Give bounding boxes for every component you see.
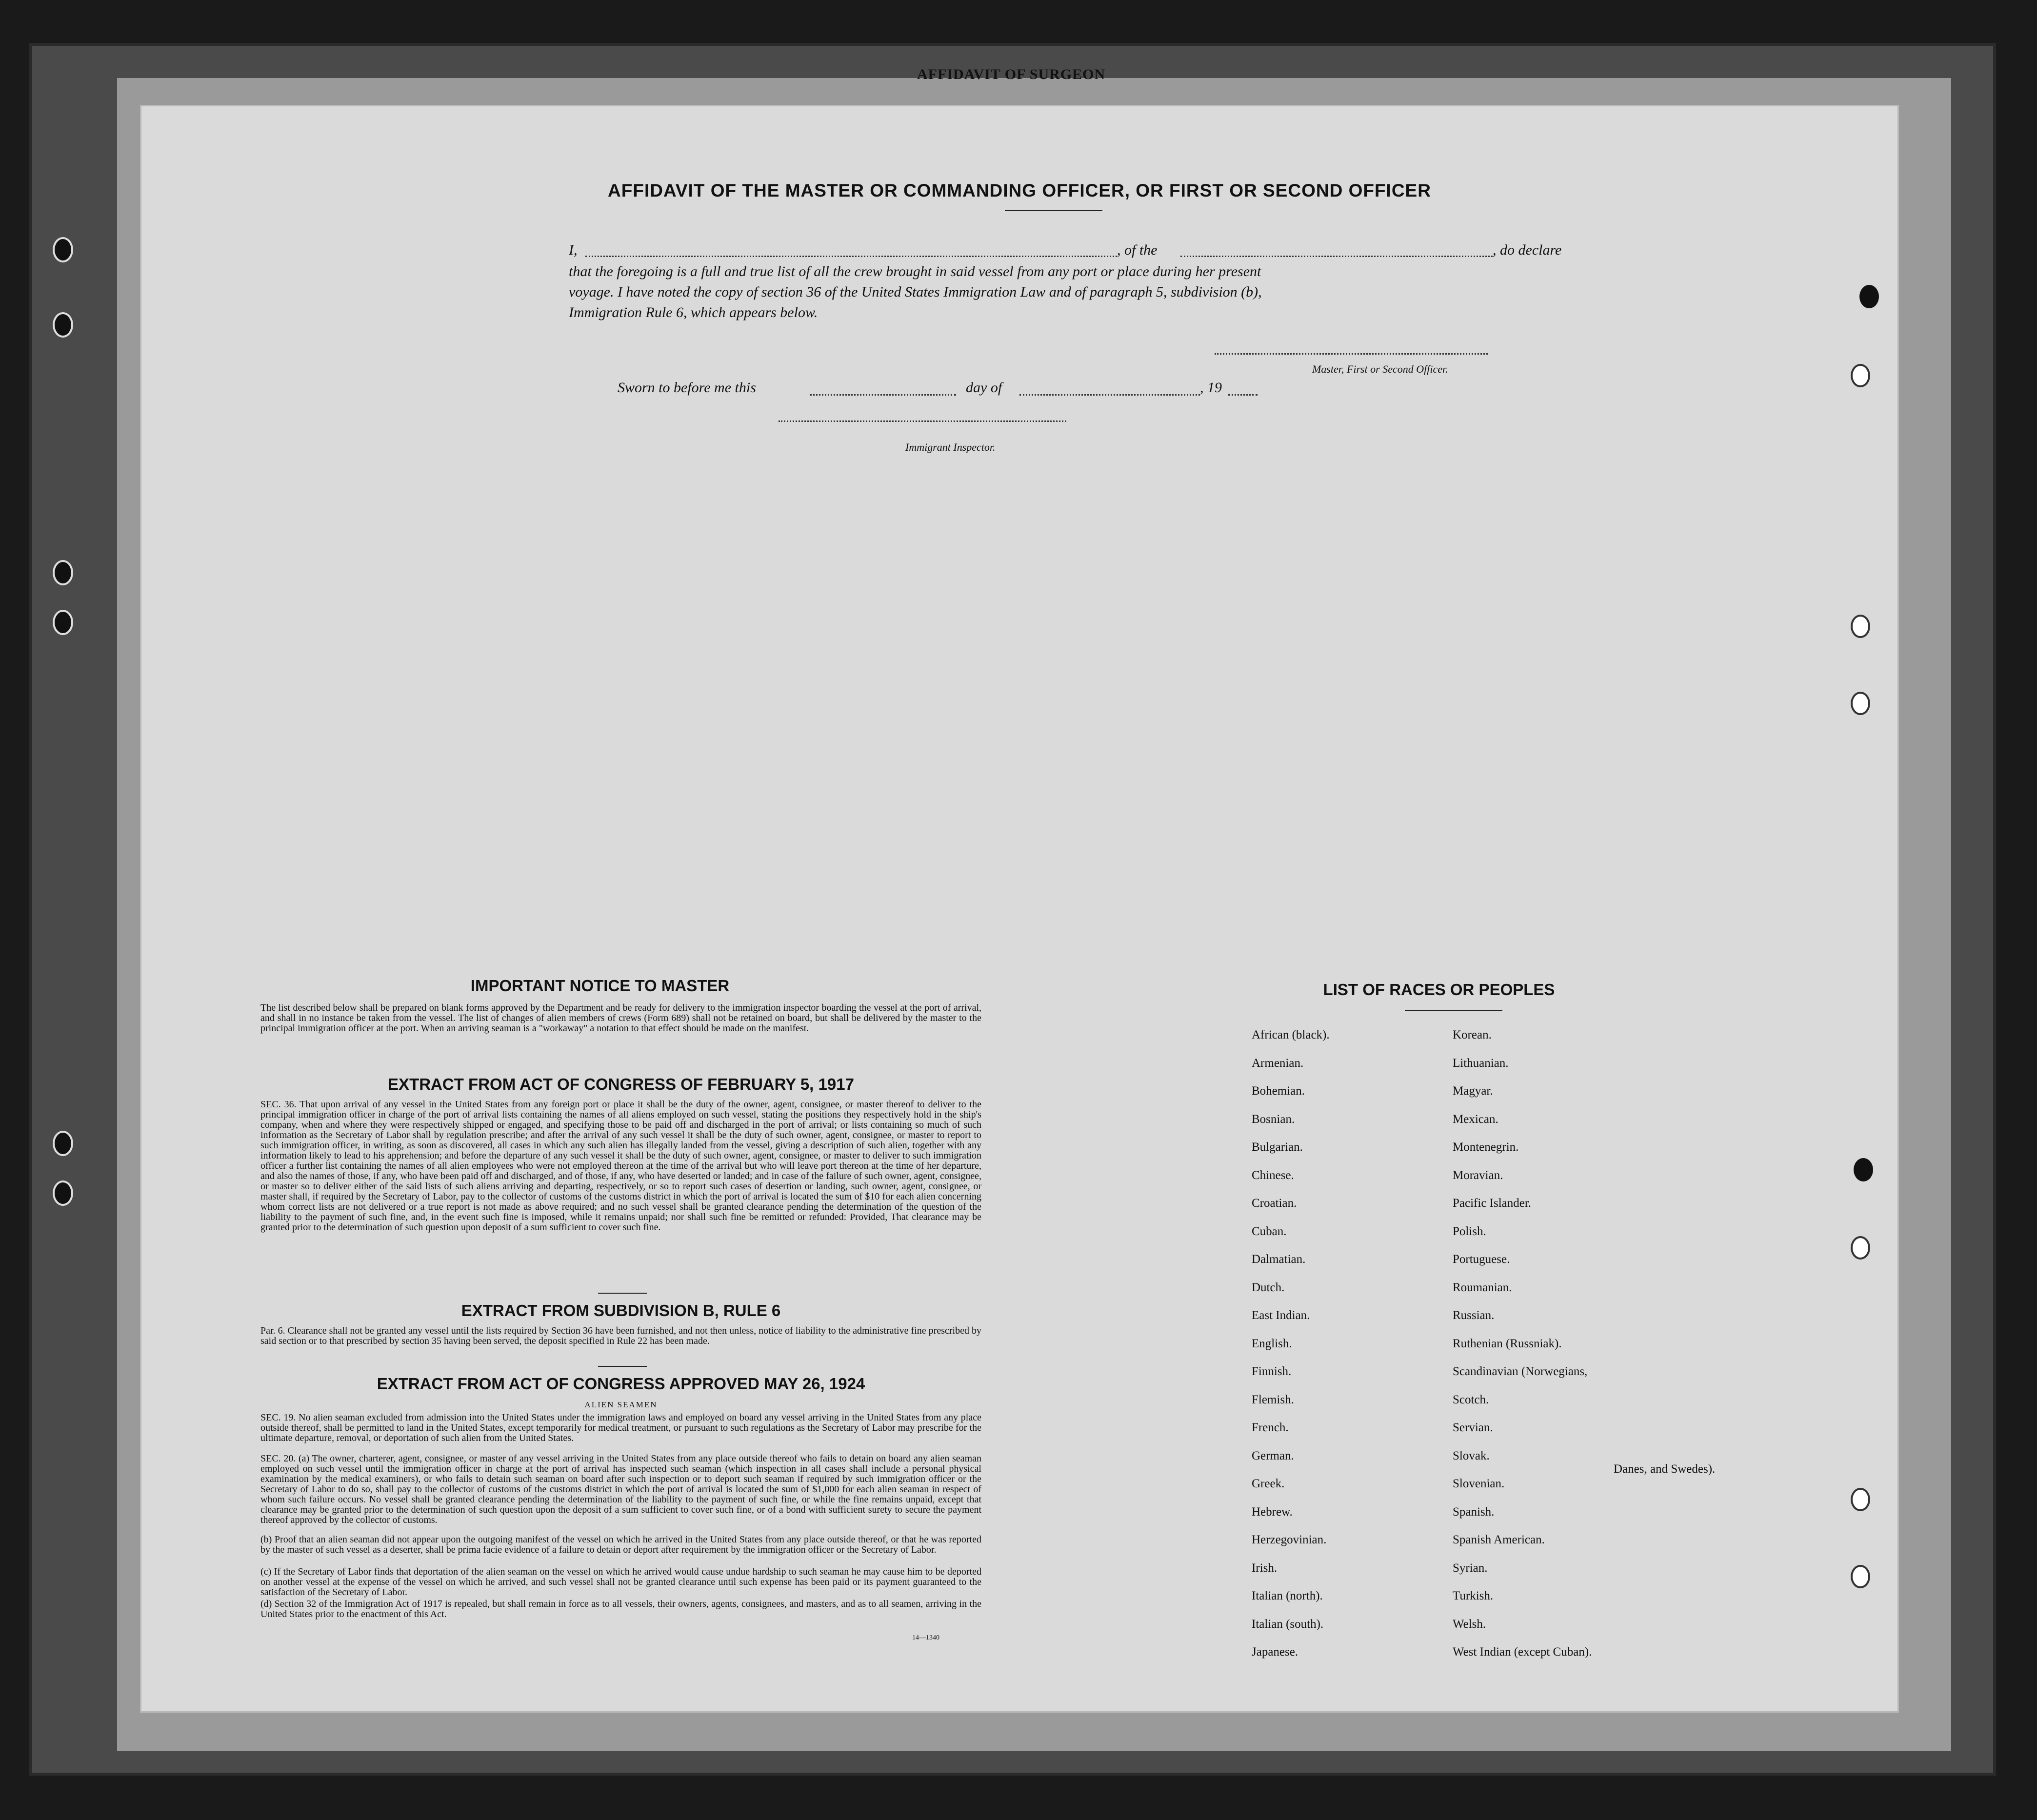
binder-hole bbox=[1851, 1488, 1870, 1511]
race-item: Danes, and Swedes). bbox=[1614, 1462, 1716, 1476]
master-signature-line[interactable] bbox=[1215, 350, 1488, 355]
binder-hole bbox=[53, 1131, 73, 1156]
notice-title: IMPORTANT NOTICE TO MASTER bbox=[470, 977, 730, 995]
back-sheet-title: AFFIDAVIT OF SURGEON bbox=[917, 66, 1106, 82]
decl-declare: , do declare bbox=[1493, 242, 1562, 258]
races-title: LIST OF RACES OR PEOPLES bbox=[1323, 980, 1555, 999]
sworn-day-blank[interactable] bbox=[810, 384, 956, 396]
act-1917-body: SEC. 36. That upon arrival of any vessel in the United States from any foreign port or place it shall be the duty of the owner, agent, consignee, or master thereof to deliver to the principal immigration officer in charge of the port of arrival lists containing the names of all aliens employed on such vessel, stating the positions they respectively hold in the ship's company, when and where they were respectively shipped or engaged, and specifying those to be paid off and discharged in the port of arrival; or lists containing so much of such information as the Secretary of Labor shall by regulation prescribe; and after the arrival of any such vessel it shall be the duty of such owner, agent, consignee, or master to report to such immigration officer, in writing, as soon as discovered, all cases in which any such alien has illegally landed from the vessel, giving a description of such alien, together with any information likely to lead to his apprehension; and before the departure of any such vessel it shall be the duty of such owner, agent, consignee, or master to deliver to such immigration officer a further list containing the names of all alien employees who were not employed thereon at the time of the arrival but who will leave port thereon at the time of her departure, and also the names of those, if any, who have been paid off and discharged, and of those, if any, who have deserted or landed; and in case of the failure of such owner, agent, consignee, or master so to deliver either of the said lists of such aliens arriving and departing, respectively, or so to report such cases of desertion or landing, such owner, agent, consignee, or master shall, if required by the Secretary of Labor, pay to the collector of customs of the customs district in which the port of arrival is located the sum of $10 for each alien concerning whom correct lists are not delivered or a true report is not made as above required; and no such vessel shall be granted clearance pending the determination of the question of the liability to the payment of such fine, and, in the event such fine is imposed, while it remains unpaid; nor shall such fine be remitted or refunded: Provided, That clearance may be granted prior to the determination of such question upon deposit of a sum sufficient to cover such fine. bbox=[260, 1099, 981, 1233]
day-of-label: day of bbox=[966, 380, 1002, 396]
vessel-blank[interactable] bbox=[1180, 245, 1493, 257]
race-item: Lithuanian. bbox=[1453, 1056, 1509, 1070]
binder-hole bbox=[53, 610, 73, 635]
race-item: Hebrew. bbox=[1252, 1505, 1293, 1519]
binder-hole bbox=[1851, 692, 1870, 715]
document-page bbox=[141, 106, 1897, 1711]
race-item: Cuban. bbox=[1252, 1224, 1287, 1238]
race-item: Dalmatian. bbox=[1252, 1253, 1306, 1266]
race-item: Irish. bbox=[1252, 1561, 1278, 1575]
notice-body: The list described below shall be prepared on blank forms approved by the Department and be ready for delivery to the immigration inspector boarding the vessel at the port of arrival, and shall in no instance be taken from the vessel. The list of changes of alien members of crews (Form 689) shall not be retained on board, but shall be delivered by the master to the principal immigration officer at the port. When an arriving seaman is a "workaway" a notation to that effect should be made on the manifest. bbox=[260, 1002, 981, 1034]
race-item: Finnish. bbox=[1252, 1365, 1292, 1378]
race-item: Dutch. bbox=[1252, 1280, 1285, 1294]
race-item: Italian (south). bbox=[1252, 1617, 1324, 1631]
race-item: Polish. bbox=[1453, 1224, 1486, 1238]
race-item: Russian. bbox=[1453, 1309, 1495, 1322]
race-item: Bohemian. bbox=[1252, 1084, 1305, 1098]
binder-hole bbox=[1851, 1236, 1870, 1260]
race-item: Armenian. bbox=[1252, 1056, 1304, 1070]
binder-hole bbox=[1854, 1158, 1873, 1181]
rule6-title: EXTRACT FROM SUBDIVISION B, RULE 6 bbox=[461, 1301, 781, 1320]
race-item: Syrian. bbox=[1453, 1561, 1488, 1575]
race-item: Chinese. bbox=[1252, 1168, 1294, 1182]
affidavit-title: AFFIDAVIT OF THE MASTER OR COMMANDING OFFICER, OR FIRST OR SECOND OFFICER bbox=[608, 180, 1431, 200]
race-item: Slovak. bbox=[1453, 1449, 1490, 1462]
race-item: African (black). bbox=[1252, 1028, 1330, 1041]
inspector-signature-line[interactable] bbox=[779, 417, 1066, 422]
decl-line-2: that the foregoing is a full and true list of all the crew brought in said vessel from any port or place during her present bbox=[569, 263, 1261, 280]
sworn-month-blank[interactable] bbox=[1019, 384, 1200, 396]
race-item: Mexican. bbox=[1453, 1112, 1498, 1126]
binder-hole bbox=[53, 312, 73, 338]
race-item: Japanese. bbox=[1252, 1645, 1298, 1659]
race-item: Roumanian. bbox=[1453, 1280, 1512, 1294]
race-item: Ruthenian (Russniak). bbox=[1453, 1337, 1562, 1350]
act-1924-sec20b: (b) Proof that an alien seaman did not appear upon the outgoing manifest of the vessel on which he arrived in the United States from any place outside thereof, or that he was reported by the master of such vessel as a deserter, shall be prima facie evidence of a failure to detain or deport after requirement by the immigration officer or the Secretary of Labor. bbox=[260, 1534, 981, 1555]
race-item: Korean. bbox=[1453, 1028, 1492, 1041]
race-item: Scotch. bbox=[1453, 1393, 1489, 1406]
binder-hole bbox=[1859, 285, 1879, 308]
master-signature-label: Master, First or Second Officer. bbox=[1312, 363, 1448, 375]
binder-hole bbox=[53, 560, 73, 585]
race-item: French. bbox=[1252, 1421, 1289, 1434]
form-number: 14—1340 bbox=[912, 1634, 939, 1641]
race-item: Magyar. bbox=[1453, 1084, 1493, 1098]
race-item: Flemish. bbox=[1252, 1393, 1294, 1406]
binder-hole bbox=[53, 237, 73, 262]
section-rule bbox=[598, 1293, 647, 1294]
act-1924-sec20d: (d) Section 32 of the Immigration Act of 1917 is repealed, but shall remain in force as to all vessels, their owners, agents, consignees, and masters, and as to all seamen, arriving in the United States prior to the enactment of this Act. bbox=[260, 1599, 981, 1620]
race-item: East Indian. bbox=[1252, 1309, 1310, 1322]
name-blank[interactable] bbox=[585, 245, 1117, 257]
binder-hole bbox=[1851, 615, 1870, 638]
race-item: Welsh. bbox=[1453, 1617, 1486, 1631]
inspector-label: Immigrant Inspector. bbox=[905, 441, 996, 453]
act-1924-subtitle: ALIEN SEAMEN bbox=[584, 1400, 658, 1409]
decl-i: I, bbox=[569, 242, 578, 258]
race-item: Scandinavian (Norwegians, bbox=[1453, 1365, 1588, 1378]
binder-hole bbox=[1851, 364, 1870, 387]
act-1917-title: EXTRACT FROM ACT OF CONGRESS OF FEBRUARY 5, 1917 bbox=[388, 1075, 854, 1093]
race-item: Greek. bbox=[1252, 1477, 1285, 1490]
act-1924-sec20a: SEC. 20. (a) The owner, charterer, agent, consignee, or master of any vessel arriving in the United States from any place outside thereof who fails to detain on board any alien seaman employed on such vessel until the immigration officer in charge at the port of arrival has inspected such seaman (which inspection in all cases shall include a personal physical examination by the medical examiners), or who fails to detain such seaman on board after such inspection or to deport such seaman if required by such immigration officer or the Secretary of Labor to do so, shall pay to the collector of customs of the customs district in which the port of arrival is located the sum of $1,000 for each alien seaman in respect of whom such failure occurs. No vessel shall be granted clearance pending the determination of the liability to the payment of such fine, or while the fine remains unpaid, except that clearance may be granted prior to the determination of such question upon the deposit of a sum sufficient to cover such fine, or of a bond with sufficient surety to secure the payment thereof approved by the collector of customs. bbox=[260, 1453, 981, 1525]
race-item: English. bbox=[1252, 1337, 1292, 1350]
act-1924-sec19: SEC. 19. No alien seaman excluded from admission into the United States under the immigration laws and employed on board any vessel arriving in the United States from any place outside thereof, shall be permitted to land in the United States, except temporarily for medical treatment, or pursuant to such regulations as the Secretary of Labor may prescribe for the ultimate departure, removal, or deportation of such alien from the United States. bbox=[260, 1412, 981, 1443]
race-item: Bulgarian. bbox=[1252, 1140, 1303, 1154]
binder-hole bbox=[1851, 1565, 1870, 1588]
year-blank[interactable] bbox=[1228, 384, 1258, 396]
act-1924-sec20c: (c) If the Secretary of Labor finds that deportation of the alien seaman on the vessel on which he arrived would cause undue hardship to such seaman he may cause him to be deported on another vessel at the expense of the vessel on which he arrived, and such vessel shall not be granted clearance until such expense has been paid or its payment guaranteed to the satisfaction of the Secretary of Labor. bbox=[260, 1566, 981, 1598]
rule6-body: Par. 6. Clearance shall not be granted any vessel until the lists required by Section 36 have been furnished, and not then unless, notice of liability to the administrative fine prescribed by said section or to that prescribed by section 35 having been served, the deposit specified in Rule 22 has been made. bbox=[260, 1325, 981, 1346]
race-item: Slovenian. bbox=[1453, 1477, 1505, 1490]
race-item: Portuguese. bbox=[1453, 1253, 1510, 1266]
race-item: German. bbox=[1252, 1449, 1294, 1462]
race-item: West Indian (except Cuban). bbox=[1453, 1645, 1592, 1659]
title-rule bbox=[1005, 210, 1102, 211]
race-item: Montenegrin. bbox=[1453, 1140, 1519, 1154]
section-rule bbox=[598, 1366, 647, 1367]
race-item: Moravian. bbox=[1453, 1168, 1503, 1182]
races-title-rule bbox=[1405, 1010, 1502, 1011]
race-item: Turkish. bbox=[1453, 1589, 1494, 1602]
decl-line-4: Immigration Rule 6, which appears below. bbox=[569, 304, 818, 320]
race-item: Croatian. bbox=[1252, 1197, 1297, 1210]
race-item: Spanish. bbox=[1453, 1505, 1495, 1519]
sworn-label: Sworn to before me this bbox=[618, 380, 756, 396]
race-item: Bosnian. bbox=[1252, 1112, 1295, 1126]
decl-line-3: voyage. I have noted the copy of section 36 of the United States Immigration Law and of paragraph 5, subdivision (b), bbox=[569, 284, 1262, 300]
race-item: Servian. bbox=[1453, 1421, 1493, 1434]
binder-hole bbox=[53, 1180, 73, 1206]
race-item: Pacific Islander. bbox=[1453, 1197, 1532, 1210]
race-item: Spanish American. bbox=[1453, 1533, 1545, 1546]
year-label: , 19 bbox=[1200, 380, 1222, 396]
decl-of-the: , of the bbox=[1117, 242, 1158, 258]
race-item: Herzegovinian. bbox=[1252, 1533, 1327, 1546]
act-1924-title: EXTRACT FROM ACT OF CONGRESS APPROVED MAY 26, 1924 bbox=[377, 1375, 865, 1393]
race-item: Italian (north). bbox=[1252, 1589, 1323, 1602]
